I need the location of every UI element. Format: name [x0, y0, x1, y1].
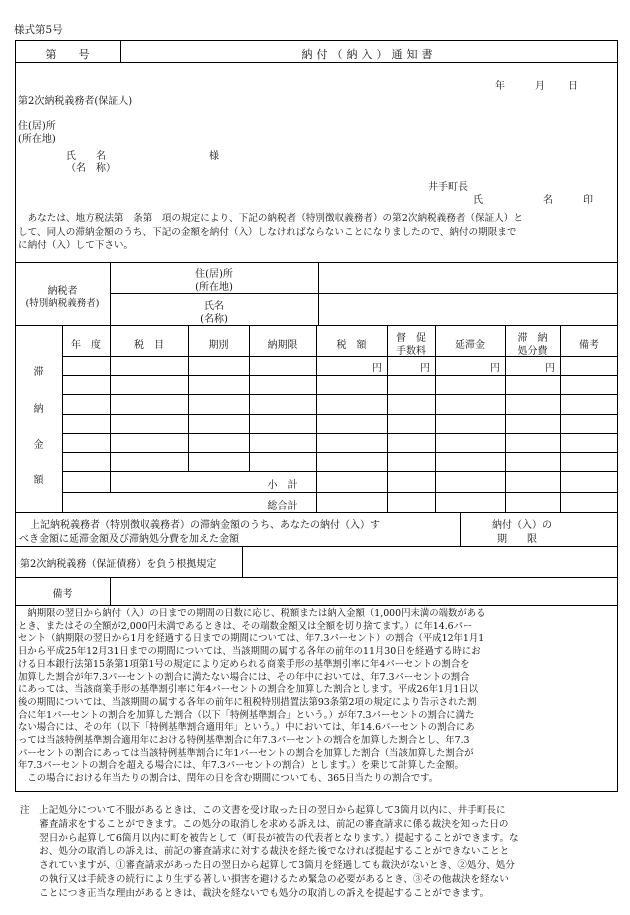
date-year: 年 [495, 81, 505, 92]
subtotal-label: 小 計 [267, 480, 298, 491]
col-fiscal-year: 年 度 [71, 340, 101, 351]
taxpayer-address-label: 住(居)所 [195, 269, 233, 280]
unit-yen: 円 [545, 363, 555, 374]
interest-line: ける日本銀行法第15条第1項第1号の規定により定められる商業手形の基準割引率に年4パーセントの割合を [18, 658, 470, 670]
date-month: 月 [535, 81, 545, 92]
total-label: 総合計 [267, 501, 298, 512]
taxpayer-address-sub: (所在地) [195, 282, 233, 293]
interest-line: この場合における年当たりの割合は、閏年の日を含む期間についても、365日当たりの割合です。 [18, 773, 439, 785]
row-line [62, 414, 618, 415]
interest-line: 納期限の翌日から納付（入）の日までの期間の日数に応じ、税額または納入金額（1,000円未満の端数がある [18, 608, 486, 619]
form-number: 様式第5号 [14, 24, 63, 36]
sender-name-label: 氏 名 [473, 195, 553, 206]
taxpayer-value-divider [318, 262, 319, 325]
intro-line: に納付（入）して下さい。 [18, 240, 134, 251]
unit-yen: 円 [372, 363, 382, 374]
note-line: ことにつき正当な理由があるときは、裁決を経ないでも処分の取消しの訴えを提起することができます。 [20, 887, 490, 899]
interest-paragraph [18, 608, 616, 786]
deadline-label-sub: 期 限 [497, 534, 537, 545]
unit-yen: 円 [420, 363, 430, 374]
addressee-type: 第2次納税義務者(保証人) [18, 96, 133, 107]
date-day: 日 [568, 81, 578, 92]
addressee-address-label: 住(居)所 [18, 121, 56, 132]
arrears-side-char: 滞 [33, 367, 44, 378]
arrears-side-char: 納 [33, 404, 44, 415]
table-top-line [15, 262, 618, 263]
interest-line: パーセントの割合にあっては当該特例基準割合に年1パーセントの割合を加算した割合（当該加算した割合が [18, 747, 474, 759]
notice-title: 納付（納入）通知書 [301, 48, 437, 61]
remarks-divider [110, 577, 111, 605]
col-reminder: 督 促 [396, 333, 426, 344]
basis-label: 第2次納税義務（保証債務）を負う根拠規定 [20, 559, 217, 570]
basis-bottom-line [15, 577, 618, 578]
sender-seal: 印 [583, 195, 593, 206]
arrears-bottom-line [15, 512, 618, 513]
col-divider [435, 325, 436, 512]
notice-number: 第 号 [45, 48, 90, 61]
intro-paragraph [18, 212, 614, 253]
interest-line: 合に年1パーセントの割合を加算した割合（以下「特例基準割合」という。）が年7.3パーセントの割合に満た [18, 709, 475, 721]
deadline-label: 納付（入）の [492, 520, 552, 531]
intro-line: あなたは、地方税法第 条第 項の規定により、下記の納税者（特別徴収義務者）の第2次納税義務者（保証人）と [18, 213, 523, 224]
unit-yen: 円 [490, 363, 500, 374]
note-line: されていますが、①審査請求があった日の翌日から起算して3箇月を経過しても裁決がないとき、②処分、処分 [20, 860, 515, 872]
col-fee: 手数料 [396, 346, 426, 357]
addressee-address-sub: (所在地) [18, 134, 56, 145]
arrears-side-char: 金 [33, 440, 44, 451]
interest-line: ない場合には、その年（以下「特例基準割合適用年」という。）中においては、年14.6パーセントの割合にあ [18, 722, 475, 734]
addressee-honorific: 様 [209, 151, 219, 162]
note-line: お、処分の取消しの訴えは、前記の審査請求に対する裁決を経た後でなければ提起することができないことと [20, 846, 510, 858]
interest-line: 日から平成25年12月31日までの期間については、当該期間の属する各年の前年の11月30日を経過する時にお [18, 646, 481, 658]
summary-divider [460, 512, 461, 546]
col-tax-amount: 税 額 [336, 340, 367, 351]
row-line [62, 394, 618, 395]
basis-divider [242, 546, 243, 577]
interest-line: 後の期間については、当該期間の属する各年の前年に租税特別措置法第93条第2項の規定により告示された割 [18, 696, 477, 708]
interest-line: にあっては、当該商業手形の基準割引率に年4パーセントの割合を加算した割合とします。平成26年1月1日以 [18, 684, 479, 696]
arrears-side-char: 額 [33, 475, 44, 486]
addressee-name-sub: （名 称） [66, 163, 116, 174]
note-line: 審査請求をすることができます。この処分の取消しを求める訴えは、前記の審査請求に係る裁決を知った日の [20, 818, 509, 830]
taxpayer-label: 納税者 [47, 286, 78, 297]
intro-line: して、同人の滞納金額のうち、下記の金額を納付（入）しなければならないことになりましたので、納付の期限まで [18, 226, 517, 238]
appeal-note [20, 804, 618, 901]
note-line: 注 上記処分について不服があるときは、この文書を受け取った日の翌日から起算して3箇月以内に、井手町長に [20, 805, 506, 816]
col-tax-item: 税 目 [134, 340, 164, 351]
note-line: 翌日から起算して6箇月以内に町を被告として（町長が被告の代表者となります。）提起することができます。な [20, 832, 519, 844]
col-disposition-cost: 処分費 [517, 346, 548, 357]
row-line [62, 471, 618, 472]
interest-line: 加算した割合が年7.3パーセントの割合に満たない場合には、その年中においては、年7.3パーセントの割合 [18, 671, 470, 683]
addressee-name-label: 氏 名 [66, 151, 106, 162]
taxpayer-label-sub: (特別納税義務者) [25, 298, 100, 309]
summary-line: 上記納税義務者（特別徴収義務者）の滞納金額のうち、あなたの納付（入）す [30, 520, 380, 531]
interest-line: セント（納期限の翌日から1月を経過する日までの期間については、年7.3パーセント）の割合（平成12年1月1 [18, 633, 485, 645]
row-line [62, 492, 618, 493]
arrears-side-divider [62, 325, 63, 512]
row-line [62, 375, 618, 376]
interest-line: とき、またはその全額が2,000円未満であるときは、その端数金額又は全額を切り捨てます。）に年14.6パー [18, 620, 473, 632]
col-divider [316, 325, 317, 512]
col-divider [560, 325, 561, 512]
taxpayer-name-label: 氏名 [204, 301, 224, 312]
remarks-label: 備考 [52, 589, 73, 600]
remarks-bottom-line [15, 605, 618, 606]
sender-title: 井手町長 [428, 182, 468, 193]
interest-line: っては当該特例基準割合適用年における特例基準割合に年7.3パーセントの割合を加算した割合とし、年7.3 [18, 735, 470, 747]
note-line: の執行又は手続きの続行により生ずる著しい損害を避けるため緊急の必要があるとき、③その他裁決を経ない [20, 873, 509, 885]
col-remarks: 備考 [579, 340, 599, 351]
col-due-date: 納期限 [267, 340, 298, 351]
summary-line: べき金額に延滞金額及び滞納処分費を加えた金額 [19, 534, 239, 545]
row-line [62, 433, 618, 434]
row-line [62, 452, 618, 453]
taxpayer-mid-line [110, 293, 618, 294]
taxpayer-name-sub: (名称) [200, 314, 228, 325]
summary-bottom-line [15, 546, 618, 547]
col-late-fee: 延滞金 [455, 340, 485, 351]
col-disposition: 滞 納 [517, 333, 548, 344]
col-period: 期別 [208, 340, 229, 351]
interest-line: 年7.3パーセントの割合を超える場合には、年7.3パーセントの割合）とします。）を乗じて計算した金額。 [18, 760, 464, 772]
header-line [15, 62, 618, 63]
